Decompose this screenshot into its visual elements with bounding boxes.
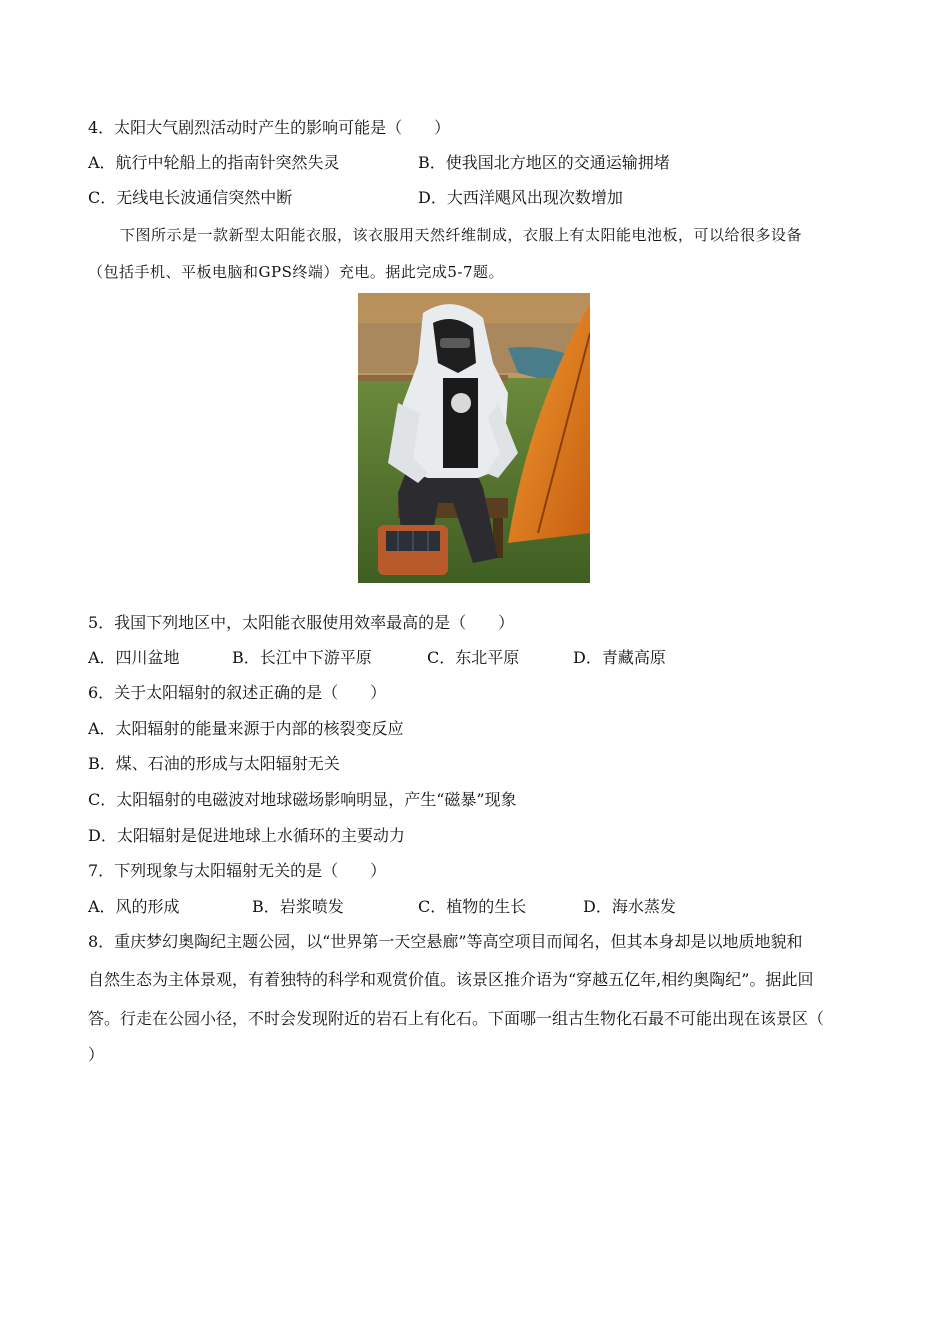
q6-option-c: C．太阳辐射的电磁波对地球磁场影响明显，产生“磁暴”现象: [88, 790, 517, 809]
q7-stem: 7．下列现象与太阳辐射无关的是（ ）: [88, 861, 387, 880]
q8-line-4: ）: [88, 1045, 105, 1064]
q5-option-c: C．东北平原: [427, 648, 520, 667]
q4-option-d: D．大西洋飓风出现次数增加: [418, 188, 623, 207]
q4-option-a: A．航行中轮船上的指南针突然失灵: [88, 153, 340, 172]
q5-option-b: B．长江中下游平原: [232, 648, 372, 667]
q5-option-d: D．青藏高原: [573, 648, 666, 667]
q7-option-a: A．风的形成: [88, 897, 180, 916]
intro-line-2: （包括手机、平板电脑和GPS终端）充电。据此完成5-7题。: [88, 263, 505, 281]
q8-line-1: 8．重庆梦幻奥陶纪主题公园，以“世界第一天空悬廊”等高空项目而闻名，但其本身却是以地质地貌和: [88, 932, 803, 951]
q8-line-2: 自然生态为主体景观，有着独特的科学和观赏价值。该景区推介语为“穿越五亿年,相约奥陶纪”。据此回: [88, 970, 814, 989]
q7-option-b: B．岩浆喷发: [252, 897, 344, 916]
q6-option-b: B．煤、石油的形成与太阳辐射无关: [88, 754, 340, 773]
q6-option-d: D．太阳辐射是促进地球上水循环的主要动力: [88, 826, 405, 845]
q4-option-c: C．无线电长波通信突然中断: [88, 188, 293, 207]
q8-line-3: 答。行走在公园小径，不时会发现附近的岩石上有化石。下面哪一组古生物化石最不可能出现在该景区（: [88, 1009, 825, 1028]
q4-option-b: B．使我国北方地区的交通运输拥堵: [418, 153, 670, 172]
q5-option-a: A．四川盆地: [88, 648, 180, 667]
q7-option-c: C．植物的生长: [418, 897, 527, 916]
q5-stem: 5．我国下列地区中，太阳能衣服使用效率最高的是（ ）: [88, 613, 515, 632]
q4-stem: 4．太阳大气剧烈活动时产生的影响可能是（ ）: [88, 118, 451, 137]
q7-option-d: D．海水蒸发: [583, 897, 676, 916]
solar-clothing-photo: [358, 293, 590, 583]
q6-stem: 6．关于太阳辐射的叙述正确的是（ ）: [88, 683, 387, 702]
q6-option-a: A．太阳辐射的能量来源于内部的核裂变反应: [88, 719, 404, 738]
intro-line-1: 下图所示是一款新型太阳能衣服，该衣服用天然纤维制成，衣服上有太阳能电池板，可以给很多设备: [120, 226, 803, 244]
